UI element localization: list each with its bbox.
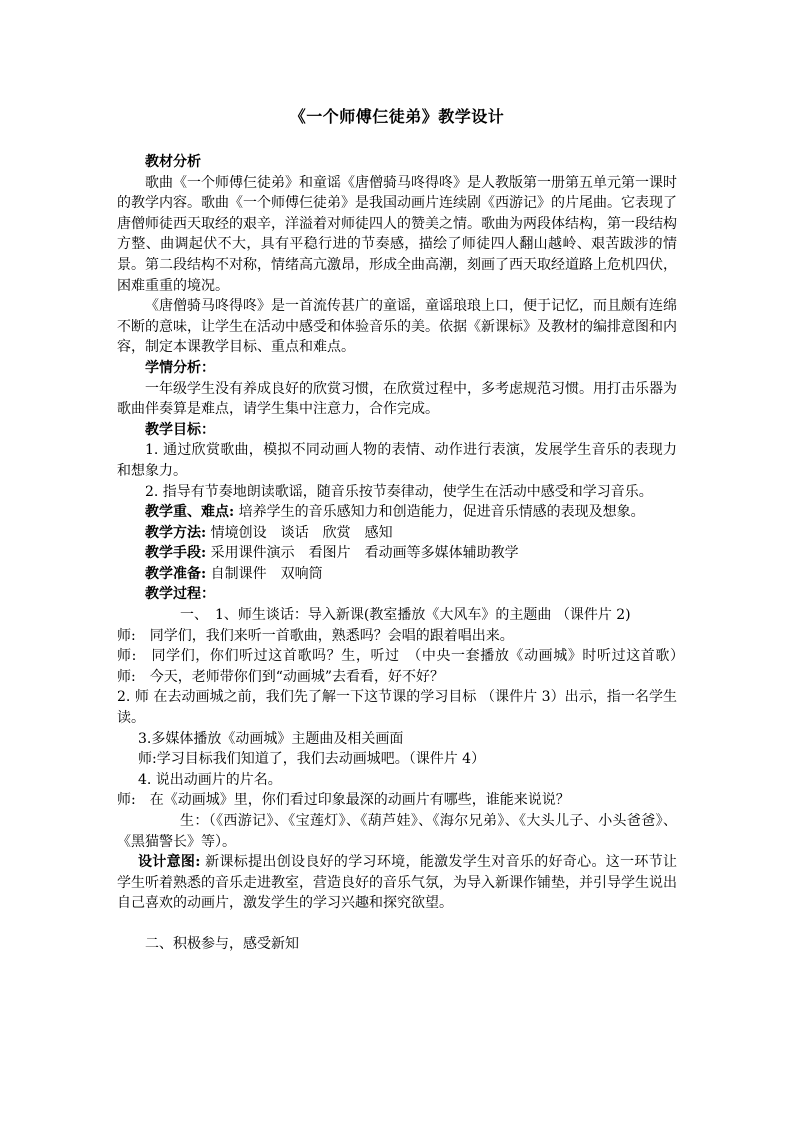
process-line-8: 师: 在《动画城》里，你们看过印象最深的动画片有哪些，谁能来说说？ bbox=[117, 792, 570, 809]
means-label: 教学手段: bbox=[145, 545, 207, 562]
process-line-1: 一、 1、师生谈话：导入新课(教室播放《大风车》的主题曲 （课件片 2) bbox=[180, 607, 631, 624]
paragraph-material-1: 歌曲《一个师傅仨徒弟》和童谣《唐僧骑马咚得咚》是人教版第一册第五单元第一课时的教学内容。歌曲《一个师傅仨徒弟》是我国动画片连续剧《西游记》的片尾曲。它表现了唐僧师徒西天取经的艰辛，洋溢着对师徒四人的赞美之情。歌曲为两段体结构，第一段结构方整、曲调起伏不大，具有平稳行进的节奏感，描绘了师徒四人翻山越岭、艰苦跋涉的情景。第二段结构不对称，情绪高亢激昂，形成全曲高潮，刻画了西天取经道路上危机四伏，困难重重的境况。 bbox=[117, 174, 677, 294]
process-line-2: 师: 同学们，我们来听一首歌曲，熟悉吗？会唱的跟着唱出来。 bbox=[117, 627, 514, 644]
prep-text: 自制课件 双响筒 bbox=[206, 565, 323, 582]
paragraph-students: 一年级学生没有养成良好的欣赏习惯，在欣赏过程中，多考虑规范习惯。用打击乐器为歌曲伴奏算是难点，请学生集中注意力，合作完成。 bbox=[117, 380, 677, 418]
document-title: 《一个师傅仨徒弟》教学设计 bbox=[289, 107, 505, 126]
process-line-7: 4. 说出动画片的片名。 bbox=[138, 771, 282, 788]
paragraph-material-2: 《唐僧骑马咚得咚》是一首流传甚广的童谣，童谣琅琅上口，便于记忆，而且颇有连绵不断的意味，让学生在活动中感受和体验音乐的美。依据《新课标》及教材的编排意图和内容，制定本课教学目标、重点和难点。 bbox=[117, 298, 677, 356]
goal-item-1: 1. 通过欣赏歌曲，模拟不同动画人物的表情、动作进行表演，发展学生音乐的表现力和想象力。 bbox=[117, 442, 677, 479]
prep-label: 教学准备: bbox=[145, 565, 207, 582]
intent-label: 设计意图: bbox=[138, 854, 201, 871]
process-line-4: 2. 师 在去动画城之前，我们先了解一下这节课的学习目标 （课件片 3）出示，指一名学生读。 bbox=[117, 689, 677, 727]
section-heading-material: 教材分析 bbox=[145, 154, 201, 170]
section-heading-part2: 二、积极参与，感受新知 bbox=[145, 935, 299, 952]
intent-text: 新课标提出创设良好的学习环境，能激发学生对音乐的好奇心。这一环节让学生听着熟悉的音乐走进教室，营造良好的音乐气氛，为导入新课作铺垫，并引导学生说出自己喜欢的动画片，激发学生的学习兴趣和探究欲望。 bbox=[117, 854, 677, 912]
key-points-label: 教学重、难点: bbox=[145, 504, 235, 521]
process-line-5: 3.多媒体播放《动画城》主题曲及相关画面 bbox=[138, 730, 404, 747]
section-heading-goals: 教学目标： bbox=[145, 421, 215, 438]
intent-paragraph bbox=[117, 852, 677, 914]
document-body bbox=[117, 152, 691, 955]
methods-label: 教学方法: bbox=[145, 524, 207, 541]
process-line-9: 生：（《西游记》、《宝莲灯》、《葫芦娃》、《海尔兄弟》、《大头儿子、小头爸爸》、《黑猫警长》等）。 bbox=[117, 813, 677, 850]
methods-paragraph bbox=[117, 523, 677, 544]
section-spacer bbox=[117, 914, 677, 934]
means-text: 采用课件演示 看图片 看动画等多媒体辅助教学 bbox=[206, 545, 519, 562]
section-heading-process: 教学过程： bbox=[145, 586, 215, 603]
prep-paragraph bbox=[117, 564, 677, 585]
key-points-text: 培养学生的音乐感知力和创造能力，促进音乐情感的表现及想象。 bbox=[234, 504, 645, 521]
key-points-paragraph bbox=[117, 502, 677, 523]
means-paragraph bbox=[117, 543, 677, 564]
methods-text: 情境创设 谈话 欣赏 感知 bbox=[206, 524, 393, 541]
section-heading-students: 学情分析： bbox=[145, 359, 215, 376]
process-line-3: 师: 同学们，你们听过这首歌吗？生，听过 （中央一套播放《动画城》时听过这首歌） 师: 今天，老师带你们到“动画城”去看看，好不好？ bbox=[117, 648, 691, 685]
process-line-6: 师:学习目标我们知道了，我们去动画城吧。（课件片 4） bbox=[138, 751, 486, 768]
goal-item-2: 2. 指导有节奏地朗读歌谣，随音乐按节奏律动，使学生在活动中感受和学习音乐。 bbox=[145, 483, 653, 500]
